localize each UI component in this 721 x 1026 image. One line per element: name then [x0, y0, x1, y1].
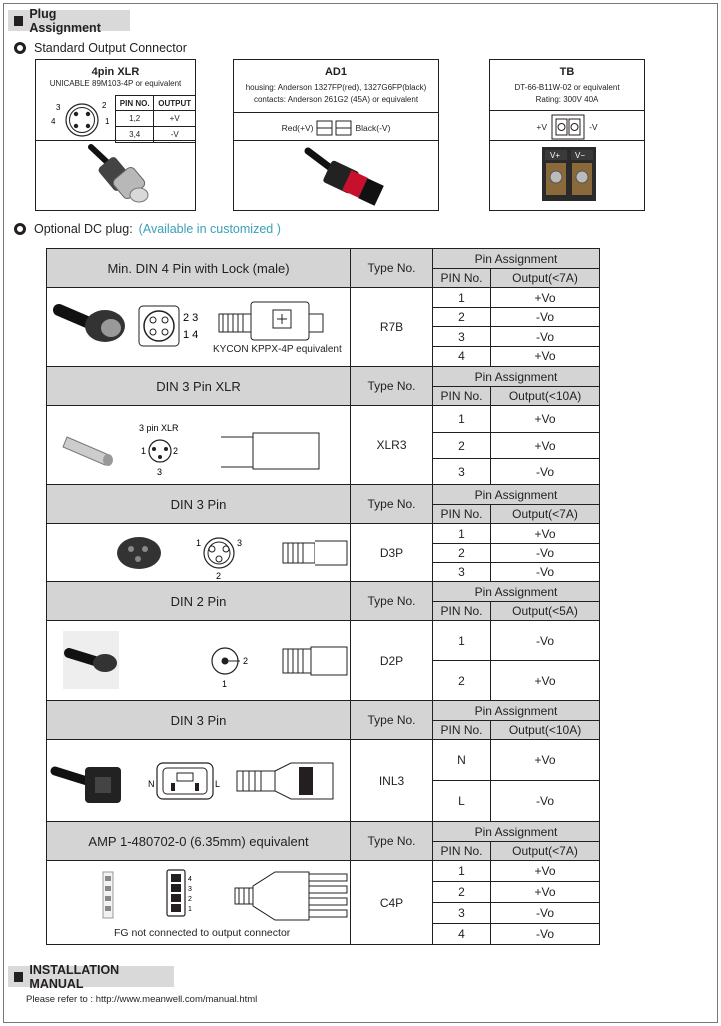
installation-manual-heading	[8, 962, 174, 991]
pin-cell: 2	[433, 433, 491, 459]
type-cell-c4p: C4P	[351, 861, 433, 945]
output-cell: +Vo	[491, 740, 600, 781]
pin-cell: L	[433, 781, 491, 822]
d2p-image-cell	[47, 621, 351, 701]
pin-cell: 1,2	[116, 111, 154, 127]
connector-line1: DT-66-B11W-02 or equivalent	[514, 83, 620, 92]
pin-cell: 1	[433, 621, 491, 661]
svg-text:3: 3	[56, 103, 61, 112]
svg-text:2 3: 2 3	[183, 312, 199, 324]
tb-pin-row	[490, 110, 644, 142]
pin-no-header: PIN No.	[433, 602, 491, 621]
tb-photo	[490, 140, 644, 210]
ad1-pin-row	[234, 112, 438, 142]
section-header-inl3: DIN 3 Pin	[47, 701, 351, 740]
xlr-4pin-diagram-icon	[48, 98, 118, 142]
pin-cell: 2	[433, 882, 491, 903]
connector-ad1	[233, 59, 439, 211]
output-cell: +V	[154, 111, 196, 127]
output-header: Output(<10A)	[491, 387, 600, 406]
pin-cell: 1	[433, 406, 491, 433]
section-header-xlr3: DIN 3 Pin XLR	[47, 367, 351, 406]
output-cell: -V	[154, 127, 196, 143]
anderson-pins-icon	[316, 119, 352, 137]
iec-inlet-drawing-icon	[47, 741, 349, 821]
svg-text:N: N	[148, 778, 155, 789]
pin-cell: 1	[433, 861, 491, 882]
din-3pin-drawing-icon	[47, 525, 349, 581]
pin-assignment-header: Pin Assignment	[433, 485, 600, 505]
output-header: Output(<7A)	[491, 505, 600, 524]
bullet-ring-icon	[14, 223, 26, 235]
standard-output-label: Standard Output Connector	[14, 41, 187, 55]
pin-no-header: PIN No.	[433, 842, 491, 861]
output-cell: +Vo	[491, 661, 600, 701]
available-note: (Available in customized )	[138, 222, 281, 236]
svg-text:3: 3	[237, 537, 243, 548]
output-header: OUTPUT	[154, 96, 196, 111]
pin-cell: N	[433, 740, 491, 781]
output-header: Output(<10A)	[491, 721, 600, 740]
output-cell: -Vo	[491, 924, 600, 945]
pin-assignment-header: Pin Assignment	[433, 822, 600, 842]
pin-cell: 2	[433, 661, 491, 701]
connector-line2: contacts: Anderson 261G2 (45A) or equivalent	[253, 95, 419, 104]
svg-text:3: 3	[157, 467, 163, 477]
plug-assignment-heading	[8, 6, 130, 35]
type-no-header: Type No.	[351, 367, 433, 406]
type-cell-r7b: R7B	[351, 288, 433, 367]
plus-v-label: +V	[536, 121, 548, 132]
pin-cell: 3	[433, 327, 491, 346]
type-cell-d3p: D3P	[351, 524, 433, 582]
output-cell: -Vo	[491, 544, 600, 563]
svg-text:4: 4	[51, 117, 56, 126]
pin-no-header: PIN No.	[433, 387, 491, 406]
type-no-header: Type No.	[351, 485, 433, 524]
output-cell: +Vo	[491, 346, 600, 366]
connector-title: 4pin XLR	[91, 66, 140, 78]
section-header-r7b: Min. DIN 4 Pin with Lock (male)	[47, 249, 351, 288]
section-header-d3p: DIN 3 Pin	[47, 485, 351, 524]
xlr3-image-cell	[47, 406, 351, 485]
black-label: Black(-V)	[355, 122, 391, 133]
output-cell: +Vo	[491, 288, 600, 308]
pin-cell: 3	[433, 459, 491, 485]
connector-tb	[489, 59, 645, 211]
svg-text:3: 3	[188, 885, 192, 893]
svg-text:V+: V+	[550, 151, 561, 160]
inl3-image-cell	[47, 740, 351, 822]
svg-text:3 pin XLR: 3 pin XLR	[139, 423, 179, 433]
heading-square-icon	[14, 972, 23, 982]
svg-text:1: 1	[188, 905, 192, 913]
installation-manual-link[interactable]: Please refer to : http://www.meanwell.com/manual.html	[26, 994, 258, 1005]
section-header-d2p: DIN 2 Pin	[47, 582, 351, 621]
pin-assignment-header: Pin Assignment	[433, 249, 600, 269]
svg-text:2: 2	[102, 101, 107, 110]
svg-text:1 4: 1 4	[183, 329, 199, 341]
pin-assignment-header: Pin Assignment	[433, 367, 600, 387]
type-no-header: Type No.	[351, 701, 433, 740]
pin-cell: 3	[433, 563, 491, 582]
ad1-photo	[234, 140, 438, 210]
pin-assignment-header: Pin Assignment	[433, 582, 600, 602]
connector-subtitle: UNICABLE 89M103-4P or equivalent	[49, 79, 182, 88]
type-no-header: Type No.	[351, 822, 433, 861]
plug-assignment-title: Plug Assignment	[29, 6, 101, 35]
pin-no-header: PIN NO.	[116, 96, 154, 111]
pin-cell: 2	[433, 544, 491, 563]
terminal-block-icon	[551, 114, 585, 140]
output-cell: -Vo	[491, 327, 600, 346]
pin-no-header: PIN No.	[433, 505, 491, 524]
pin-assignment-header: Pin Assignment	[433, 701, 600, 721]
output-cell: -Vo	[491, 621, 600, 661]
svg-text:1: 1	[222, 678, 228, 689]
output-header: Output(<7A)	[491, 269, 600, 288]
type-no-header: Type No.	[351, 249, 433, 288]
svg-text:2: 2	[216, 570, 222, 581]
output-cell: +Vo	[491, 433, 600, 459]
svg-text:L: L	[215, 778, 221, 789]
r7b-caption: KYCON KPPX-4P equivalent	[213, 344, 342, 355]
din-2pin-drawing-icon	[47, 623, 349, 699]
pin-cell: 3,4	[116, 127, 154, 143]
output-cell: +Vo	[491, 406, 600, 433]
c4p-image-cell	[47, 861, 351, 945]
din-3pin-xlr-drawing-icon	[47, 407, 349, 483]
terminal-block-photo-icon	[490, 141, 644, 209]
dc-plug-table	[46, 248, 600, 945]
section-header-c4p: AMP 1-480702-0 (6.35mm) equivalent	[47, 822, 351, 861]
optional-dc-plug-label: Optional DC plug: (Available in customized )	[14, 222, 281, 236]
red-label: Red(+V)	[281, 122, 314, 133]
installation-manual-title: INSTALLATION MANUAL	[29, 962, 120, 991]
svg-text:1: 1	[141, 446, 147, 456]
svg-text:1: 1	[196, 537, 202, 548]
type-no-header: Type No.	[351, 582, 433, 621]
svg-text:2: 2	[173, 446, 179, 456]
type-cell-d2p: D2P	[351, 621, 433, 701]
bullet-ring-icon	[14, 42, 26, 54]
output-cell: +Vo	[491, 882, 600, 903]
pin-cell: 2	[433, 308, 491, 327]
output-cell: -Vo	[491, 308, 600, 327]
c4p-caption: FG not connected to output connector	[114, 927, 291, 939]
pin-cell: 1	[433, 524, 491, 544]
connector-line1: housing: Anderson 1327FP(red), 1327G6FP(black)	[245, 83, 427, 92]
heading-square-icon	[14, 16, 23, 26]
d3p-image-cell	[47, 524, 351, 582]
output-cell: -Vo	[491, 903, 600, 924]
pin-cell: 3	[433, 903, 491, 924]
minus-v-label: -V	[589, 121, 598, 132]
pin-no-header: PIN No.	[433, 269, 491, 288]
output-cell: -Vo	[491, 563, 600, 582]
xlr-pin-table	[115, 95, 196, 143]
pin-no-header: PIN No.	[433, 721, 491, 740]
connector-title: AD1	[324, 66, 347, 78]
anderson-plug-photo-icon	[234, 141, 438, 209]
output-header: Output(<5A)	[491, 602, 600, 621]
output-cell: -Vo	[491, 781, 600, 822]
svg-text:2: 2	[188, 895, 192, 903]
pin-cell: 4	[433, 346, 491, 366]
xlr-photo	[36, 140, 195, 210]
output-cell: -Vo	[491, 459, 600, 485]
output-cell: +Vo	[491, 861, 600, 882]
xlr-plug-photo-icon	[36, 141, 195, 209]
connector-line2: Rating: 300V 40A	[535, 95, 599, 104]
pin-cell: 4	[433, 924, 491, 945]
output-header: Output(<7A)	[491, 842, 600, 861]
type-cell-xlr3: XLR3	[351, 406, 433, 485]
svg-text:V−: V−	[575, 151, 586, 160]
connector-4pin-xlr	[35, 59, 196, 211]
pin-cell: 1	[433, 288, 491, 308]
output-cell: +Vo	[491, 524, 600, 544]
connector-title: TB	[559, 66, 575, 78]
svg-text:2: 2	[243, 655, 249, 666]
type-cell-inl3: INL3	[351, 740, 433, 822]
svg-text:4: 4	[188, 875, 192, 883]
svg-text:1: 1	[105, 117, 110, 126]
r7b-image-cell	[47, 288, 351, 367]
